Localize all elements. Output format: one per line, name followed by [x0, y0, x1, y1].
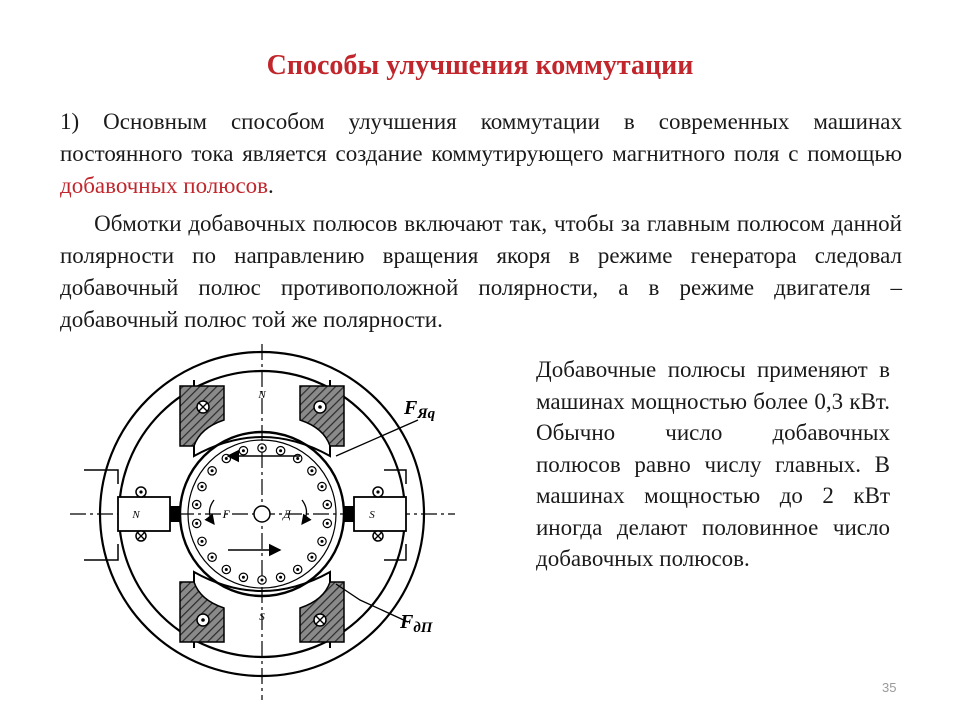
conductor-dot	[242, 449, 245, 452]
conductor-dot	[326, 503, 329, 506]
conductor-dot	[310, 469, 313, 472]
conductor-dot	[279, 449, 282, 452]
label-generator: Г	[222, 507, 230, 521]
paragraph-1-end: .	[268, 173, 274, 198]
arc-arrow-right	[302, 500, 307, 524]
conductor-dot	[195, 503, 198, 506]
label-motor: Д	[283, 507, 291, 521]
paragraph-2: Обмотки добавочных полюсов включают так, чтобы за главным полюсом данной полярности по направлению вращения якоря в режиме генератора следовал добавочный полюс противоположной полярности, а в режиме двигателя – добавочный полюс той же полярности.	[60, 211, 902, 332]
label-f-armature: $F_{Яq}$	[404, 397, 436, 422]
conductor-dot	[296, 568, 299, 571]
conductor-dot	[326, 522, 329, 525]
slide-title: Способы улучшения коммутации	[266, 50, 694, 81]
conductor-dot	[195, 522, 198, 525]
conductor-dot	[279, 576, 282, 579]
label-north: N	[258, 389, 266, 401]
conductor-dot	[211, 556, 214, 559]
conductor-dot	[261, 579, 264, 582]
right-interpole	[344, 470, 406, 560]
conductor-dot	[242, 576, 245, 579]
conductor-dot	[296, 457, 299, 460]
conductor-dot	[225, 457, 228, 460]
label-f-interpole: $F_{дП}$	[400, 611, 433, 636]
conductor-dot	[201, 485, 204, 488]
label-right-pole: S	[369, 509, 375, 521]
conductor-dot	[321, 540, 324, 543]
highlighted-term: добавочных полюсов	[60, 173, 269, 198]
conductor-dot	[225, 568, 228, 571]
conductor-dot	[310, 556, 313, 559]
conductor-dot	[211, 469, 214, 472]
conductor-dot	[321, 485, 324, 488]
conductor-dot	[261, 447, 264, 450]
label-left-pole: N	[132, 509, 140, 521]
shaft	[254, 506, 270, 522]
conductor-dot	[201, 540, 204, 543]
paragraph-1-text: 1) Основным способом улучшения коммутации в современных машинах постоянного тока является создание коммутирующего магнитного поля с помощью	[60, 109, 902, 166]
page-number: 35	[882, 680, 897, 695]
side-text: Добавочные полюсы применяют в машинах мощностью более 0,3 кВт. Обычно число добавочных полюсов равно числу главных. В машинах мощностью до 2 кВт иногда делают половинное число добавочных полюсов.	[536, 357, 890, 571]
label-south: S	[259, 611, 265, 623]
arc-arrow-left	[210, 500, 215, 524]
